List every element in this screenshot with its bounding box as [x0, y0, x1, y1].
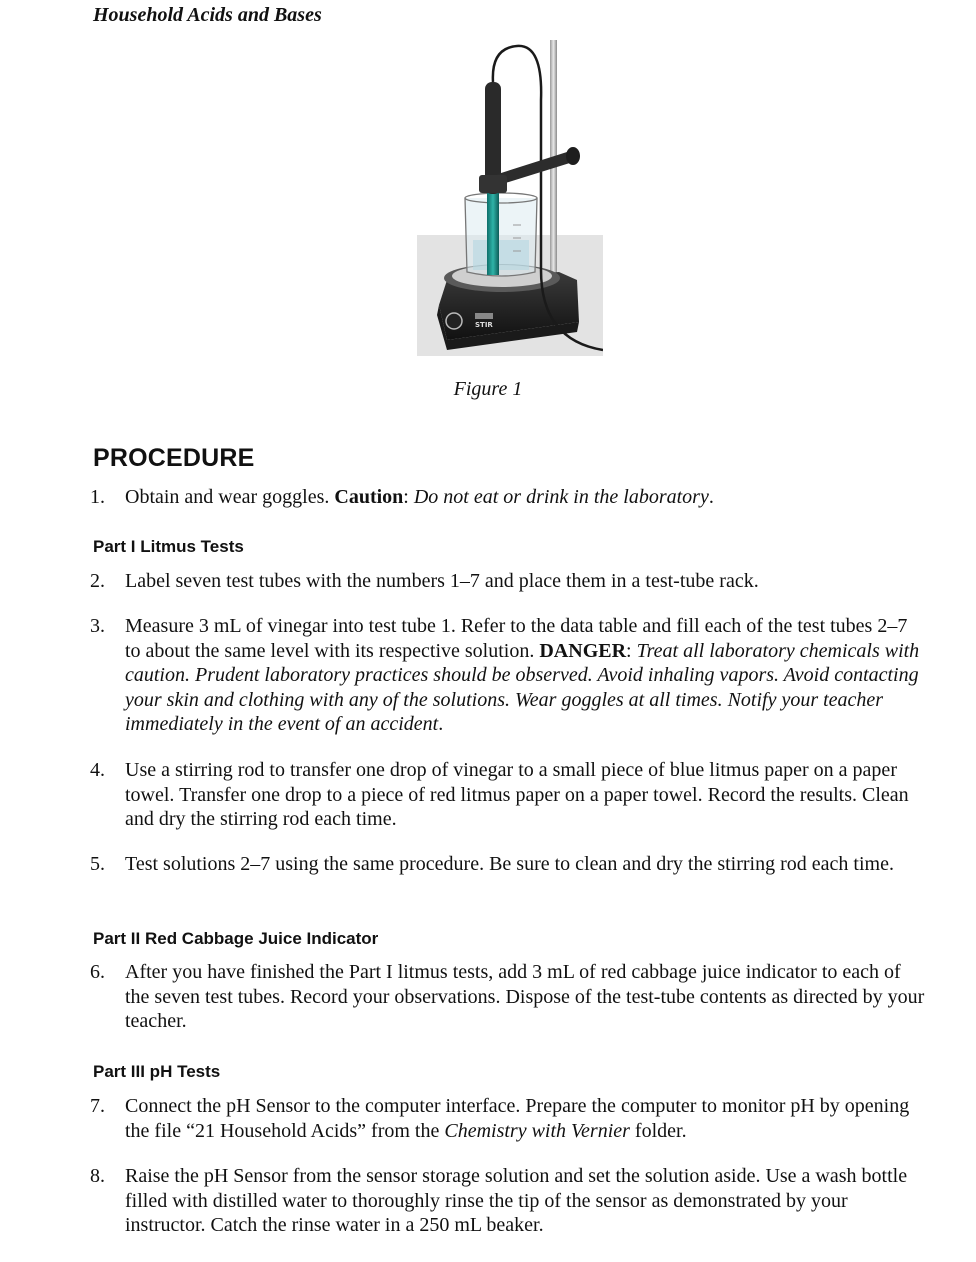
procedure-step-1	[90, 485, 926, 510]
step-number: 5.	[90, 853, 105, 875]
step-text: After you have finished the Part I litmus tests, add 3 mL of red cabbage juice indicator to each of the seven test tubes. Record your observations. Dispose of the test-tube contents as directed by your teacher.	[125, 961, 925, 1032]
danger-text: Treat all laboratory chemicals with caution. Prudent laboratory practices should be observed. Avoid inhaling vapors. Avoid contacting your skin and clothing with any of the solutions. Wear goggles at all times. Notify your teacher immediately in the event of an accident	[125, 639, 920, 735]
step-text: Label seven test tubes with the numbers 1–7 and place them in a test-tube rack.	[125, 570, 759, 592]
step-text: Connect the pH Sensor to the computer interface. Prepare the computer to monitor pH by opening the file “21 Household Acids” from the Chemistry with Vernier folder.	[125, 1095, 910, 1142]
step-text: Raise the pH Sensor from the sensor storage solution and set the solution aside. Use a wash bottle filled with distilled water to thoroughly rinse the tip of the sensor as demonstrated by your instructor. Catch the rinse water in a 250 mL beaker.	[125, 1165, 908, 1236]
procedure-step-5	[90, 852, 926, 877]
section-heading-part-3: Part III pH Tests	[93, 1062, 221, 1081]
procedure-step-8	[90, 1164, 926, 1238]
ph-sensor-tip	[487, 190, 499, 275]
procedure-step-3	[90, 614, 926, 737]
figure-caption: Figure 1	[453, 378, 523, 400]
step-text: Measure 3 mL of vinegar into test tube 1. Refer to the data table and fill each of the test tubes 2–7 to about the same level with its respective solution. DANGER: Treat all laboratory chemicals with caution. Prudent laboratory practices should be observed. Avoid inhaling vapors. Avoid contacting your skin and clothing with any of the solutions. Wear goggles at all times. Notify your teacher immediately in the event of an accident.	[125, 615, 920, 735]
step-number: 7.	[90, 1095, 105, 1117]
step-number: 3.	[90, 615, 105, 637]
lab-setup-illustration	[417, 40, 603, 356]
caution-label: Caution	[334, 486, 404, 508]
caution-text: Do not eat or drink in the laboratory	[413, 486, 709, 508]
step-number: 6.	[90, 961, 105, 983]
section-heading-part-2: Part II Red Cabbage Juice Indicator	[93, 929, 379, 948]
document-header: Household Acids and Bases	[93, 4, 322, 26]
procedure-step-2	[90, 569, 926, 594]
step-text: Test solutions 2–7 using the same procedure. Be sure to clean and dry the stirring rod each time.	[125, 853, 894, 875]
procedure-step-4	[90, 758, 926, 832]
stir-knob	[446, 313, 462, 329]
step-number: 8.	[90, 1165, 105, 1187]
procedure-step-7	[90, 1094, 926, 1143]
step-text: Obtain and wear goggles. Caution: Do not eat or drink in the laboratory.	[125, 486, 714, 508]
section-heading-part-1: Part I Litmus Tests	[93, 537, 244, 556]
stir-label: STIR	[475, 321, 493, 329]
danger-label: DANGER	[539, 639, 627, 662]
italic-folder-name: Chemistry with Vernier	[444, 1119, 630, 1142]
figure-ph-sensor-setup	[417, 40, 603, 356]
step-number: 2.	[90, 570, 105, 592]
procedure-step-6	[90, 960, 926, 1034]
step-number: 4.	[90, 759, 105, 781]
step-text: Use a stirring rod to transfer one drop of vinegar to a small piece of blue litmus paper on a paper towel. Transfer one drop to a piece of red litmus paper on a paper towel. Record the results. Clean and dry the stirring rod each time.	[125, 759, 909, 830]
procedure-heading: PROCEDURE	[93, 444, 255, 472]
step-number: 1.	[90, 486, 105, 508]
